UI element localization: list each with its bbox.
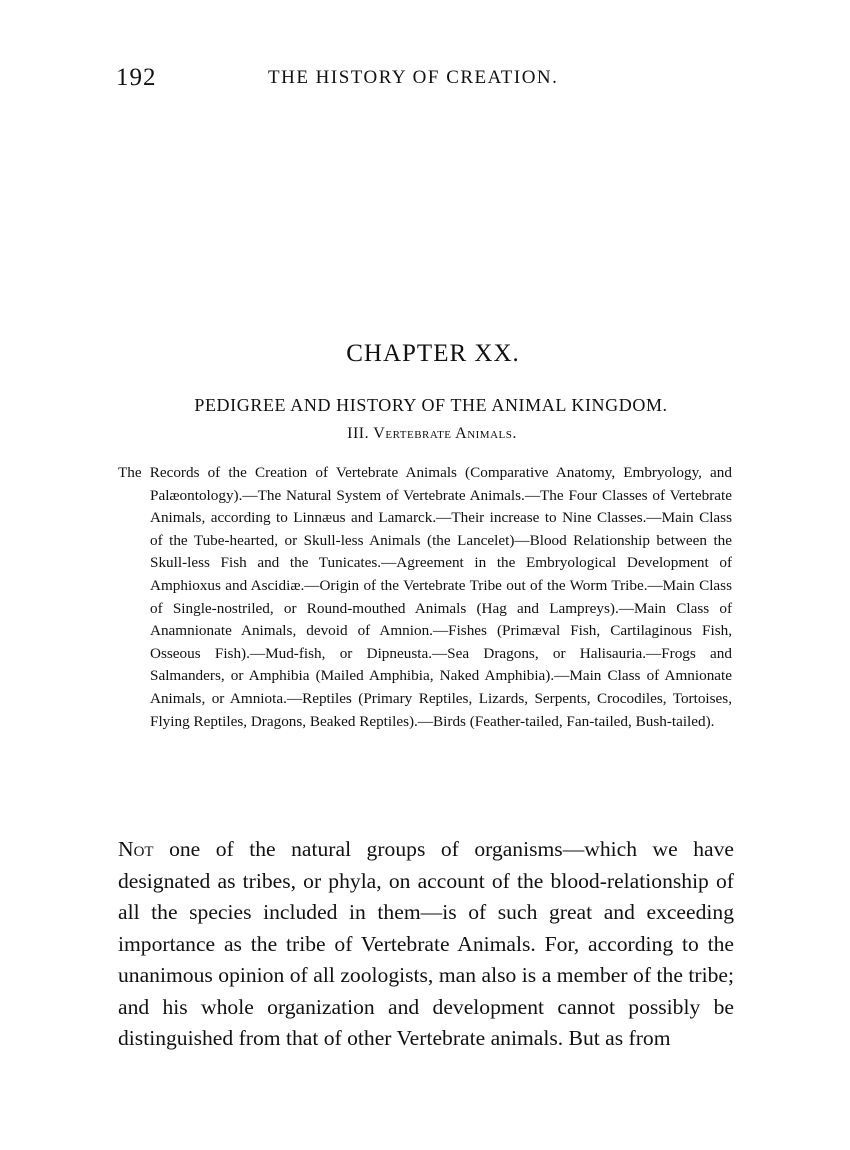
chapter-subtitle: PEDIGREE AND HISTORY OF THE ANIMAL KINGDOM. (194, 395, 668, 415)
chapter-title: CHAPTER XX. (346, 340, 520, 367)
opening-word: Not (118, 837, 154, 861)
section-title: III. Vertebrate Animals. (347, 425, 517, 442)
page-number: 192 (116, 64, 157, 91)
chapter-synopsis: The Records of the Creation of Vertebrate Animals (Comparative Anatomy, Embryology, and Palæontology).—The Natural System of Vertebrate Animals.—The Four Classes of Vertebrate Animals, according to Linnæus and Lamarck.—Their increase to Nine Classes.—Main Class of the Tube-hearted, or Skull-less Animals (the Lancelet)—Blood Relationship between the Skull-less Fish and the Tunicates.—Agreement in the Embryological Development of Amphioxus and Ascidiæ.—Origin of the Vertebrate Tribe out of the Worm Tribe.—Main Class of Single-nostriled, or Round-mouthed Animals (Hag and Lampreys).—Main Class of Anamnionate Animals, devoid of Amnion.—Fishes (Primæval Fish, Cartilaginous Fish, Osseous Fish).—Mud-fish, or Dipneusta.—Sea Dragons, or Halisauria.—Frogs and Salmanders, or Amphibia (Mailed Amphibia, Naked Amphibia).—Main Class of Amnionate Animals, or Amniota.—Reptiles (Primary Reptiles, Lizards, Serpents, Crocodiles, Tortoises, Flying Reptiles, Dragons, Beaked Reptiles).—Birds (Feather-tailed, Fan-tailed, Bush-tailed). (118, 464, 732, 730)
running-head: THE HISTORY OF CREATION. (268, 67, 559, 88)
body-paragraph (118, 834, 734, 1055)
body-paragraph-text: one of the natural groups of organisms—which we have designated as tribes, or phyla, on account of the blood-relationship of all the species included in them—is of such great and exceeding importance as the tribe of Vertebrate Animals. For, according to the unanimous opinion of all zoologists, man also is a member of the tribe; and his whole organization and development cannot possibly be distinguished from that of other Vertebrate animals. But as from (118, 837, 734, 1050)
page-header (116, 64, 736, 94)
